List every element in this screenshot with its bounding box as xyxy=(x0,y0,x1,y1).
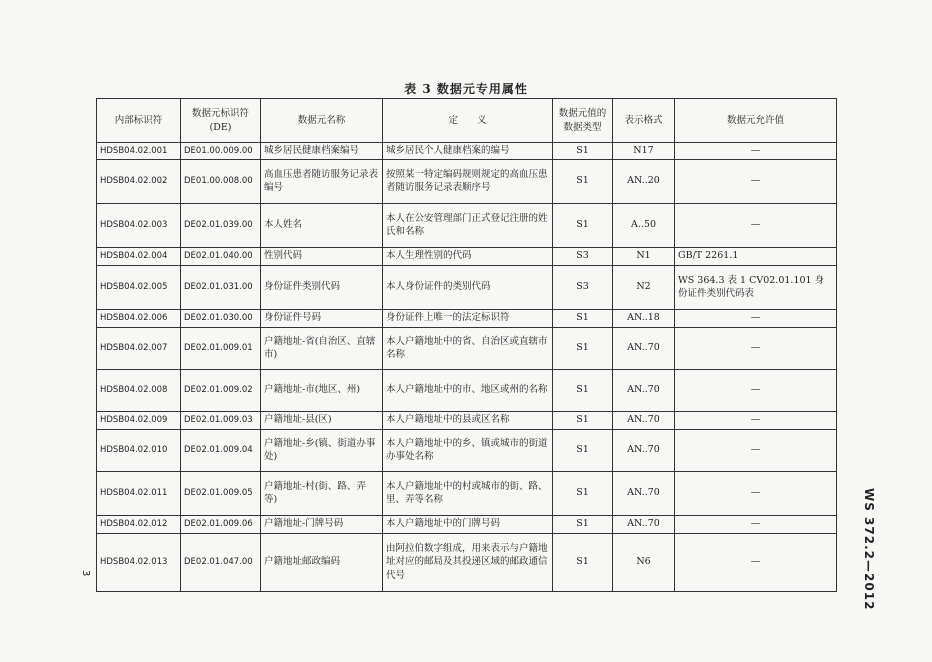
format-cell: AN..18 xyxy=(613,309,675,327)
de-id-cell: DE02.01.047.00 xyxy=(181,533,261,591)
data-type-cell: S1 xyxy=(553,471,613,515)
element-name-cell: 户籍地址-县(区) xyxy=(261,411,383,429)
format-cell: AN..20 xyxy=(613,159,675,203)
data-element-table xyxy=(96,98,837,592)
header-data-type: 数据元值的数据类型 xyxy=(553,99,613,143)
table-row xyxy=(97,515,837,533)
de-id-cell: DE02.01.009.03 xyxy=(181,411,261,429)
definition-cell: 身份证件上唯一的法定标识符 xyxy=(383,309,553,327)
format-cell: AN..70 xyxy=(613,411,675,429)
table-row xyxy=(97,203,837,247)
element-name-cell: 户籍地址-乡(镇、街道办事处) xyxy=(261,429,383,471)
definition-cell: 本人户籍地址中的乡、镇或城市的街道办事处名称 xyxy=(383,429,553,471)
internal-id-cell: HDSB04.02.007 xyxy=(97,327,181,369)
format-cell: N1 xyxy=(613,247,675,265)
element-name-cell: 高血压患者随访服务记录表编号 xyxy=(261,159,383,203)
table-row xyxy=(97,369,837,411)
element-name-cell: 户籍地址-门牌号码 xyxy=(261,515,383,533)
data-type-cell: S1 xyxy=(553,143,613,160)
de-id-cell: DE01.00.009.00 xyxy=(181,143,261,160)
format-cell: AN..70 xyxy=(613,429,675,471)
table-row xyxy=(97,265,837,309)
de-id-cell: DE02.01.040.00 xyxy=(181,247,261,265)
element-name-cell: 本人姓名 xyxy=(261,203,383,247)
table-row xyxy=(97,143,837,160)
element-name-cell: 身份证件类别代码 xyxy=(261,265,383,309)
format-cell: AN..70 xyxy=(613,327,675,369)
format-cell: N17 xyxy=(613,143,675,160)
header-de-id: 数据元标识符 (DE) xyxy=(181,99,261,143)
allowed-values-cell: — xyxy=(675,429,837,471)
allowed-values-cell: GB/T 2261.1 xyxy=(675,247,837,265)
allowed-values-cell: — xyxy=(675,411,837,429)
table-row xyxy=(97,429,837,471)
page-number: 3 xyxy=(80,570,91,577)
definition-cell: 本人身份证件的类别代码 xyxy=(383,265,553,309)
internal-id-cell: HDSB04.02.003 xyxy=(97,203,181,247)
data-type-cell: S1 xyxy=(553,515,613,533)
data-type-cell: S1 xyxy=(553,369,613,411)
definition-cell: 本人在公安管理部门正式登记注册的姓氏和名称 xyxy=(383,203,553,247)
table-row xyxy=(97,327,837,369)
format-cell: AN..70 xyxy=(613,369,675,411)
header-allowed-values: 数据元允许值 xyxy=(675,99,837,143)
de-id-cell: DE02.01.009.06 xyxy=(181,515,261,533)
definition-cell: 城乡居民个人健康档案的编号 xyxy=(383,143,553,160)
format-cell: N2 xyxy=(613,265,675,309)
data-type-cell: S1 xyxy=(553,411,613,429)
header-internal-id: 内部标识符 xyxy=(97,99,181,143)
table-row xyxy=(97,411,837,429)
format-cell: AN..70 xyxy=(613,471,675,515)
definition-cell: 按照某一特定编码规则规定的高血压患者随访服务记录表顺序号 xyxy=(383,159,553,203)
data-type-cell: S1 xyxy=(553,327,613,369)
internal-id-cell: HDSB04.02.013 xyxy=(97,533,181,591)
definition-cell: 本人户籍地址中的门牌号码 xyxy=(383,515,553,533)
internal-id-cell: HDSB04.02.002 xyxy=(97,159,181,203)
table-row xyxy=(97,159,837,203)
data-type-cell: S1 xyxy=(553,533,613,591)
internal-id-cell: HDSB04.02.010 xyxy=(97,429,181,471)
de-id-cell: DE01.00.008.00 xyxy=(181,159,261,203)
header-format: 表示格式 xyxy=(613,99,675,143)
element-name-cell: 户籍地址邮政编码 xyxy=(261,533,383,591)
internal-id-cell: HDSB04.02.009 xyxy=(97,411,181,429)
de-id-cell: DE02.01.039.00 xyxy=(181,203,261,247)
definition-cell: 本人生理性别的代码 xyxy=(383,247,553,265)
internal-id-cell: HDSB04.02.006 xyxy=(97,309,181,327)
data-type-cell: S1 xyxy=(553,203,613,247)
table-row xyxy=(97,309,837,327)
element-name-cell: 户籍地址-省(自治区、直辖市) xyxy=(261,327,383,369)
internal-id-cell: HDSB04.02.012 xyxy=(97,515,181,533)
element-name-cell: 身份证件号码 xyxy=(261,309,383,327)
internal-id-cell: HDSB04.02.005 xyxy=(97,265,181,309)
allowed-values-cell: — xyxy=(675,309,837,327)
definition-cell: 本人户籍地址中的县或区名称 xyxy=(383,411,553,429)
data-type-cell: S1 xyxy=(553,159,613,203)
allowed-values-cell: — xyxy=(675,369,837,411)
table-row xyxy=(97,247,837,265)
element-name-cell: 城乡居民健康档案编号 xyxy=(261,143,383,160)
data-type-cell: S1 xyxy=(553,429,613,471)
allowed-values-cell: — xyxy=(675,143,837,160)
allowed-values-cell: — xyxy=(675,159,837,203)
header-definition: 定 义 xyxy=(383,99,553,143)
allowed-values-cell: — xyxy=(675,203,837,247)
table-title: 表 3 数据元专用属性 xyxy=(404,82,528,96)
de-id-cell: DE02.01.031.00 xyxy=(181,265,261,309)
definition-cell: 本人户籍地址中的市、地区或州的名称 xyxy=(383,369,553,411)
format-cell: AN..70 xyxy=(613,515,675,533)
de-id-cell: DE02.01.030.00 xyxy=(181,309,261,327)
allowed-values-cell: — xyxy=(675,533,837,591)
de-id-cell: DE02.01.009.04 xyxy=(181,429,261,471)
format-cell: A..50 xyxy=(613,203,675,247)
header-row xyxy=(97,99,837,143)
format-cell: N6 xyxy=(613,533,675,591)
definition-cell: 本人户籍地址中的省、自治区或直辖市名称 xyxy=(383,327,553,369)
de-id-cell: DE02.01.009.05 xyxy=(181,471,261,515)
header-element-name: 数据元名称 xyxy=(261,99,383,143)
allowed-values-cell: WS 364.3 表 1 CV02.01.101 身份证件类别代码表 xyxy=(675,265,837,309)
de-id-cell: DE02.01.009.01 xyxy=(181,327,261,369)
table-row xyxy=(97,471,837,515)
standard-code: WS 372.2—2012 xyxy=(862,488,876,611)
data-type-cell: S3 xyxy=(553,247,613,265)
definition-cell: 本人户籍地址中的村或城市的街、路、里、弄等名称 xyxy=(383,471,553,515)
allowed-values-cell: — xyxy=(675,515,837,533)
internal-id-cell: HDSB04.02.011 xyxy=(97,471,181,515)
element-name-cell: 户籍地址-市(地区、州) xyxy=(261,369,383,411)
internal-id-cell: HDSB04.02.004 xyxy=(97,247,181,265)
internal-id-cell: HDSB04.02.001 xyxy=(97,143,181,160)
allowed-values-cell: — xyxy=(675,327,837,369)
element-name-cell: 性别代码 xyxy=(261,247,383,265)
de-id-cell: DE02.01.009.02 xyxy=(181,369,261,411)
internal-id-cell: HDSB04.02.008 xyxy=(97,369,181,411)
definition-cell: 由阿拉伯数字组成，用来表示与户籍地址对应的邮局及其投递区域的邮政通信代号 xyxy=(383,533,553,591)
allowed-values-cell: — xyxy=(675,471,837,515)
data-type-cell: S3 xyxy=(553,265,613,309)
element-name-cell: 户籍地址-村(街、路、弄等) xyxy=(261,471,383,515)
data-type-cell: S1 xyxy=(553,309,613,327)
table-row xyxy=(97,533,837,591)
